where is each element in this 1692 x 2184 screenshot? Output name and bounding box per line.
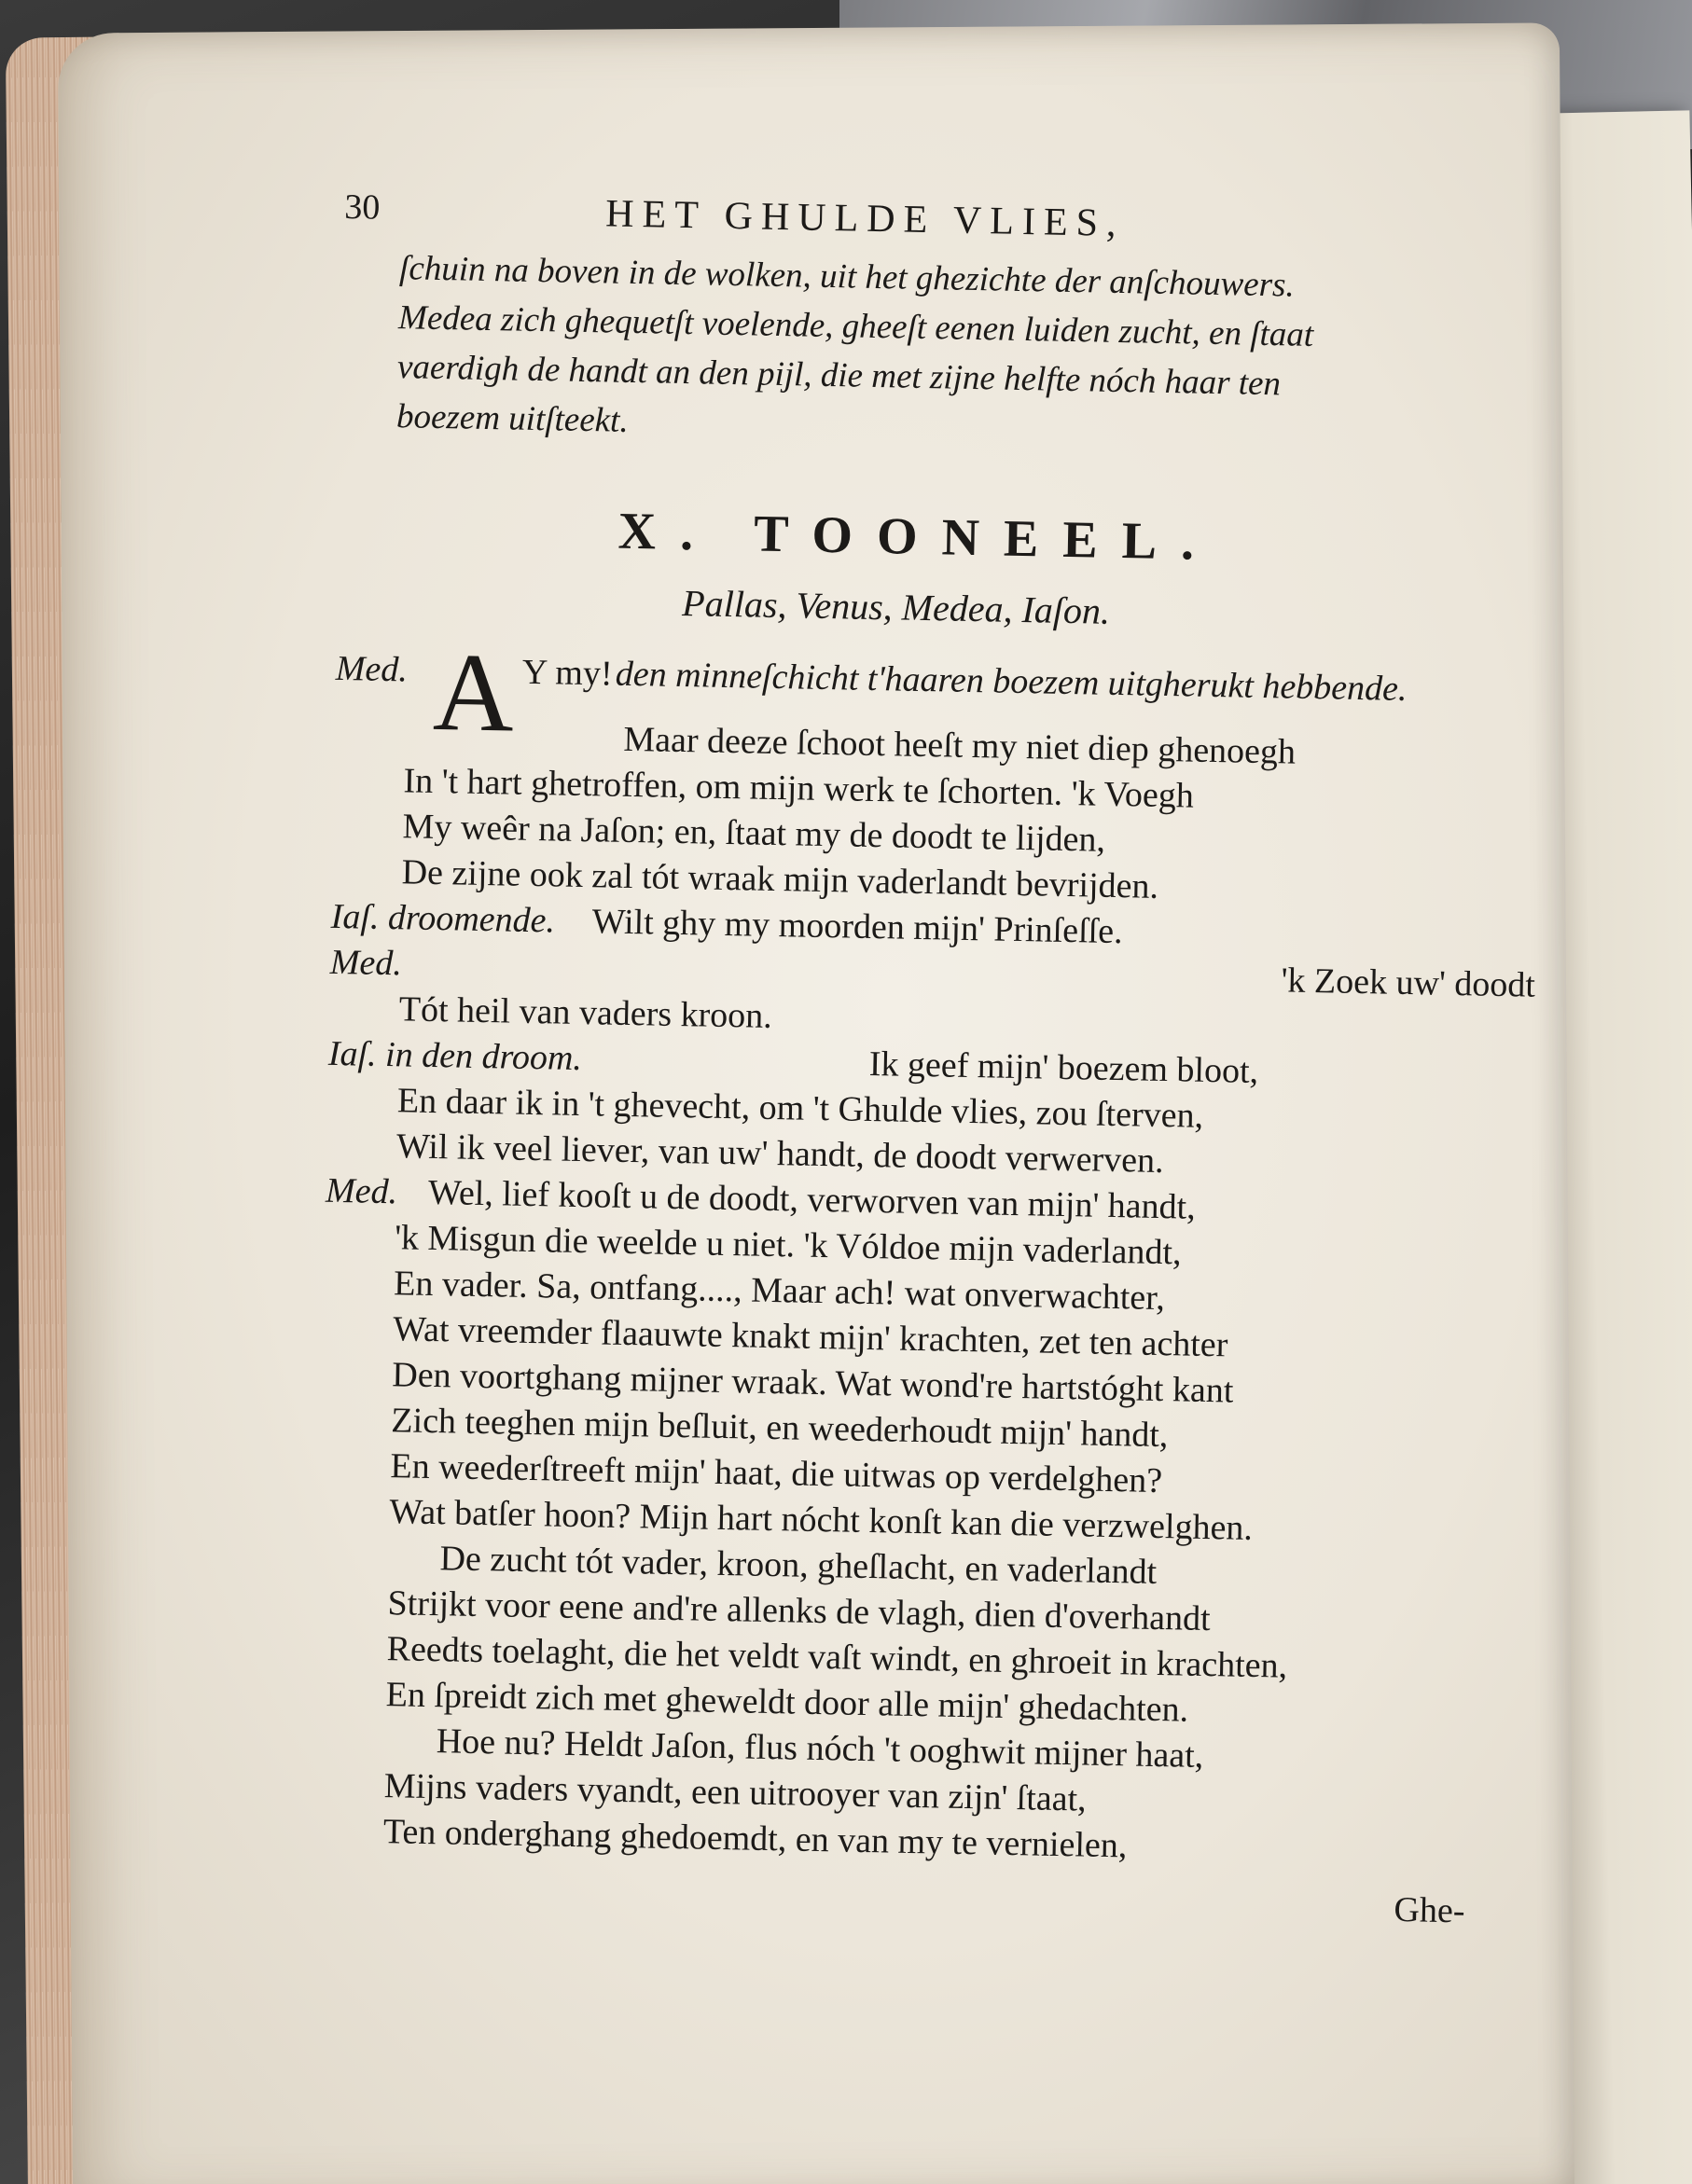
verse-text: Wil ik veel liever, van uw' handt, de doodt verwerven. (395, 1127, 1164, 1182)
stage-direction (340, 242, 1547, 463)
verse-text: Mijns vaders vyandt, een uitrooyer van zijn' ſtaat, (383, 1766, 1088, 1819)
verse-text: En weederſtreeft mijn' haat, die uitwas op verdelghen? (390, 1446, 1163, 1501)
verse-text: En ſpreidt zich met gheweldt door alle mijn' ghedachten. (385, 1675, 1189, 1730)
speaker-label: Iaſ. in den droom. (327, 1033, 583, 1079)
verse-text: En daar ik in 't ghevecht, om 't Ghulde vlies, zou ſterven, (396, 1081, 1204, 1136)
verse-text: Tót heil van vaders kroon. (398, 989, 773, 1036)
cast-list: Pallas, Venus, Medea, Iaſon. (681, 582, 1111, 632)
page-text (312, 177, 1547, 1932)
speaker-label: Med. (329, 942, 403, 984)
verse-text: De zucht tót vader, kroon, gheſlacht, en vaderlandt (439, 1539, 1158, 1592)
verse-text: In 't hart ghetroffen, om mijn werk te ſchorten. 'k Voegh (403, 761, 1195, 816)
verse-text: 'k Zoek uw' doodt (1281, 961, 1536, 1005)
verse-text: Ik geef mijn' boezem bloot, (868, 1044, 1259, 1091)
catchword: Ghe- (1394, 1889, 1465, 1931)
verse-text: Den voortghang mijner wraak. Wat wond're hartstóght kant (391, 1355, 1234, 1411)
running-title: HET GHULDE VLIES, (604, 192, 1125, 246)
verse-text: Zich teeghen mijn beſluit, en weederhoudt mijn' handt, (391, 1401, 1169, 1456)
verse-text: 'k Misgun die weelde u niet. 'k Vóldoe mijn vaderlandt, (394, 1218, 1182, 1273)
verse-text: My weêr na Jaſon; en, ſtaat my de doodt te lijden, (402, 807, 1106, 860)
verse-text: Wilt ghy my moorden mijn' Prinſeſſe. (591, 902, 1123, 952)
verse-text: Ten onderghang ghedoemdt, en van my te vernielen, (382, 1812, 1128, 1866)
stage-direction-line: Medea zich ghequetſt voelende, gheeſt eenen luiden zucht, en ſtaat (397, 298, 1314, 354)
verse-text: Wel, lief kooſt u de doodt, verworven van mijn' handt, (427, 1172, 1197, 1227)
verse-text: Hoe nu? Heldt Jaſon, flus nóch 't ooghwit mijner haat, (436, 1721, 1204, 1776)
verse-text: Strijkt voor eene and're allenks de vlagh, dien d'overhandt (387, 1583, 1212, 1639)
speaker-label: Iaſ. droomende. (330, 896, 556, 941)
inline-stage-direction: den minneſchicht t'haaren boezem uitgherukt hebbende. (615, 654, 1408, 709)
verse-text: Wat vreemder flaauwte knakt mijn' krachten, zet ten achter (392, 1309, 1228, 1365)
drop-cap: A (432, 629, 516, 755)
verse-text: Reedts toelaght, die het veldt vaſt windt, en ghroeit in krachten, (386, 1629, 1288, 1686)
verse-text: Wat batſer hoon? Mijn hart nócht konſt kan die verzwelghen. (389, 1492, 1254, 1548)
speaker-label: Med. (335, 648, 409, 690)
scene-heading: X. TOONEEL. (617, 502, 1219, 573)
stage-direction-line: boezem uitſteekt. (395, 397, 630, 440)
page-number: 30 (343, 187, 381, 228)
stage-direction-line: ſchuin na boven in de wolken, uit het ghezichte der anſchouwers. (398, 249, 1296, 305)
verse-text: De zijne ook zal tót wraak mijn vaderlandt bevrijden. (401, 852, 1159, 906)
verse-text: Y my! (521, 652, 613, 694)
verse (312, 629, 1539, 1933)
verse-text: En vader. Sa, ontfang...., Maar ach! wat onverwachter, (393, 1264, 1166, 1319)
verse-text: Maar deeze ſchoot heeſt my niet diep ghenoegh (623, 719, 1297, 772)
speaker-label: Med. (325, 1170, 398, 1212)
stage-direction-line: vaerdigh de handt an den pijl, die met zijne helfte nóch haar ten (396, 348, 1282, 404)
